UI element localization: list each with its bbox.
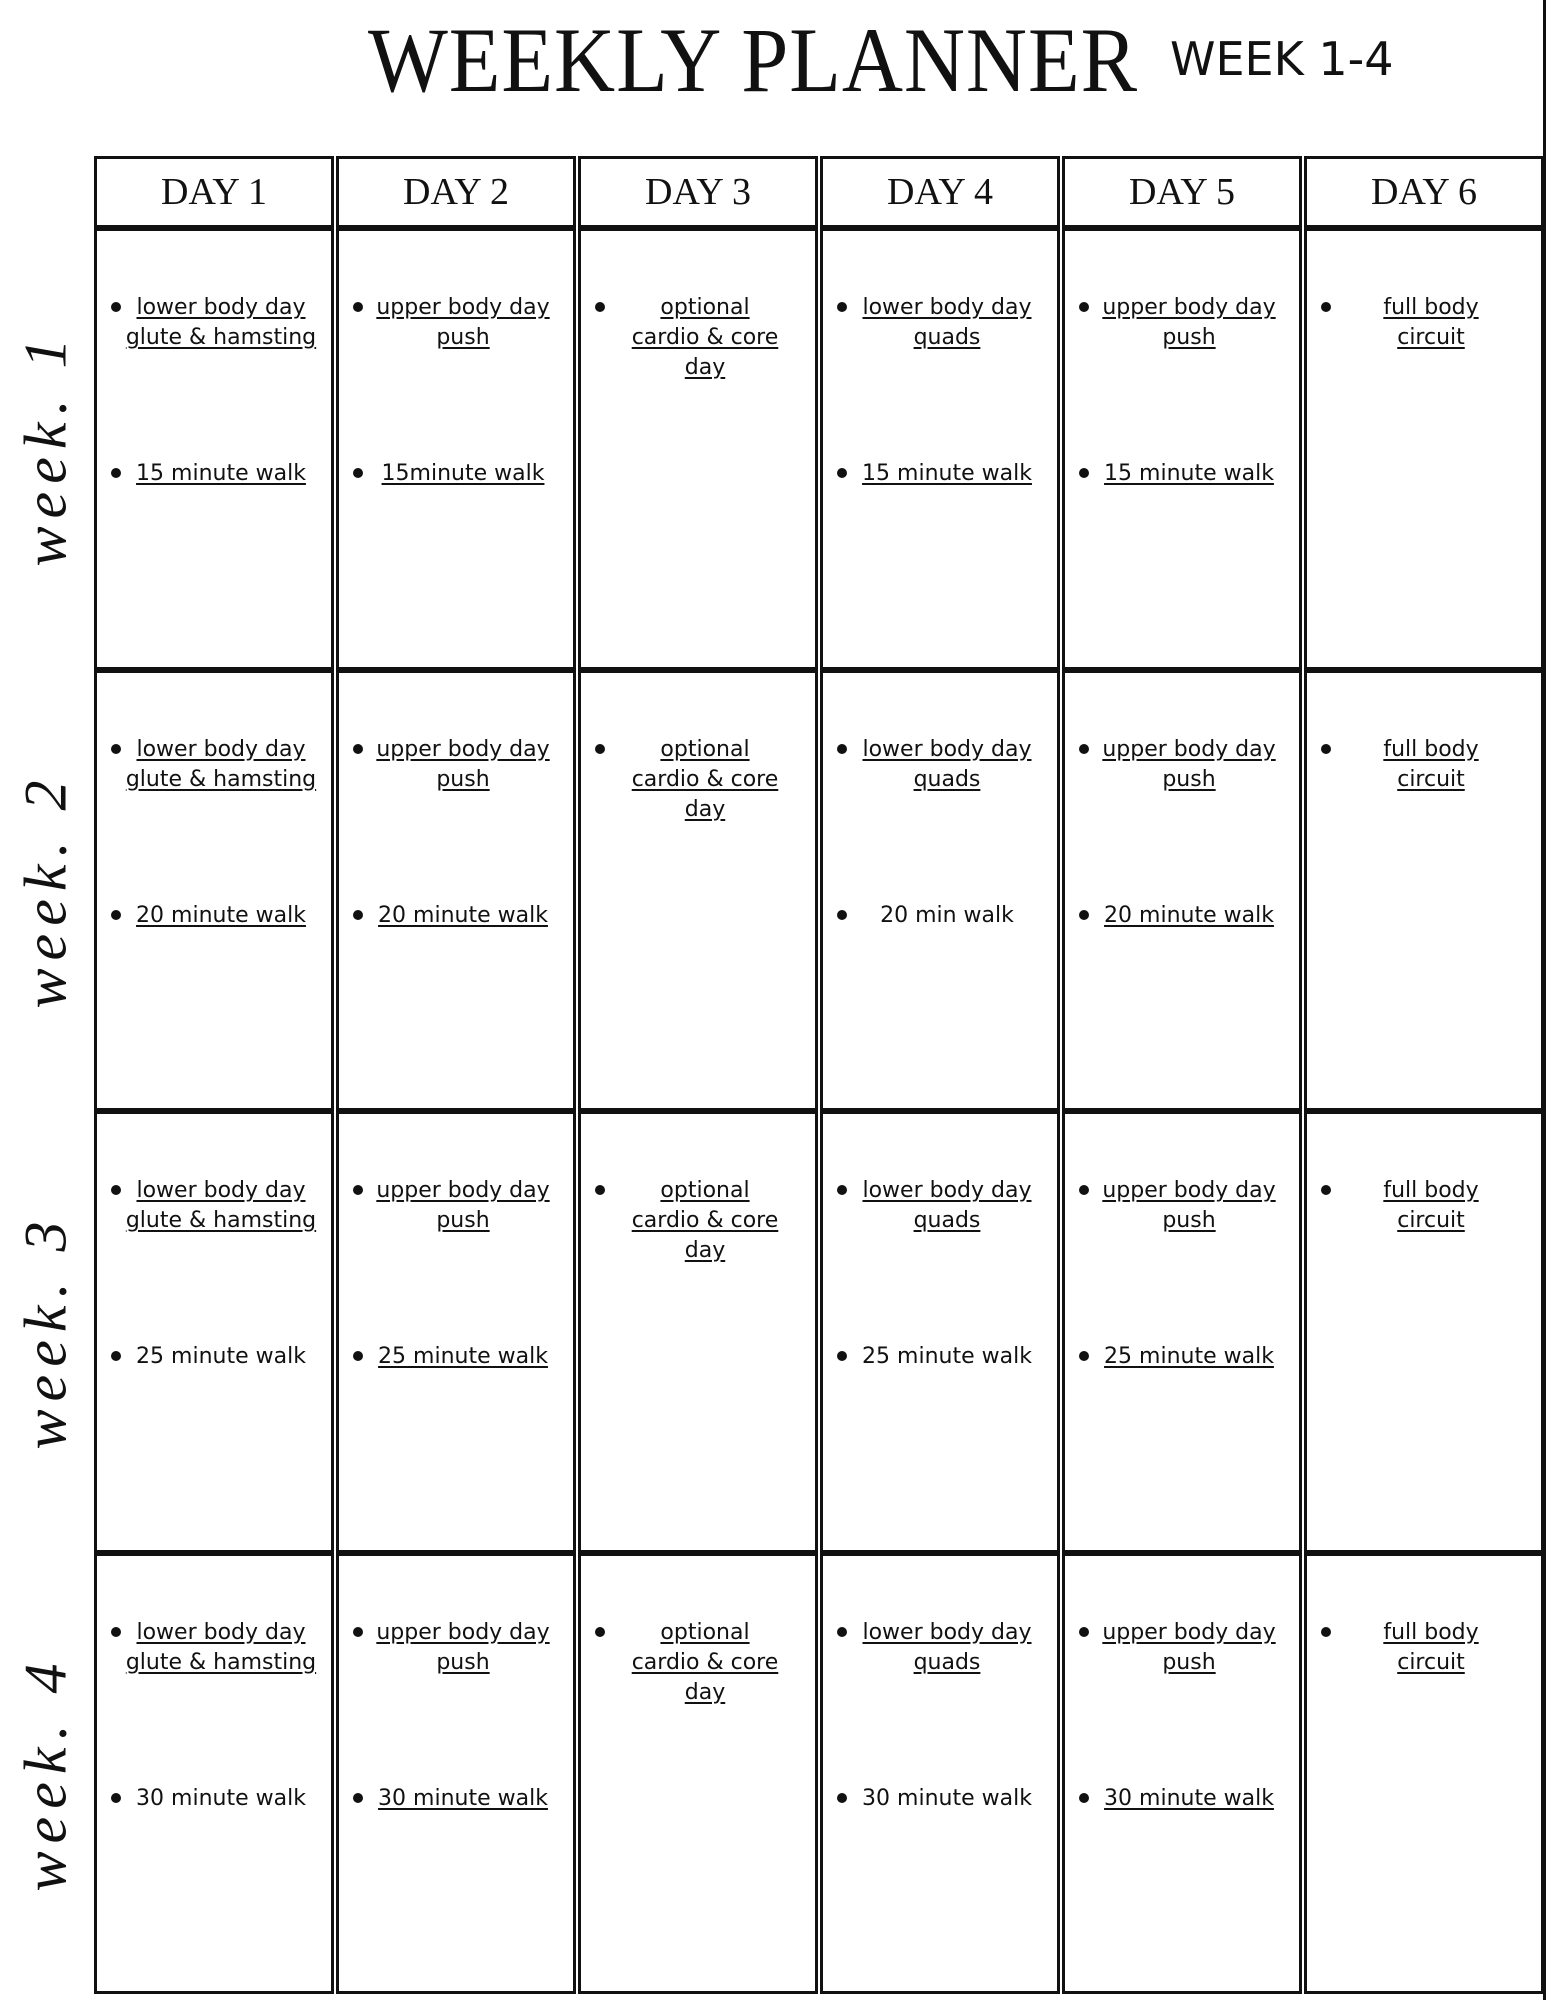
workout-item	[595, 293, 805, 383]
workout-item	[1321, 1618, 1531, 1678]
workout-item	[1321, 1176, 1531, 1236]
walk-item	[111, 1784, 321, 1814]
workout-text: upper body day push	[1102, 295, 1276, 350]
walk-text: 20 min walk	[880, 902, 1014, 928]
workout-item	[111, 735, 321, 795]
bullet-icon	[837, 1185, 847, 1195]
workout-text: upper body day push	[376, 736, 550, 792]
workout-text: lower body day quads	[862, 295, 1032, 350]
walk-item	[1079, 1342, 1289, 1372]
bullet-icon	[111, 1351, 121, 1361]
walk-text: 20 minute walk	[1104, 902, 1274, 928]
bullet-icon	[1079, 910, 1089, 920]
workout-text: optional cardio & core day	[631, 736, 779, 822]
bullet-icon	[595, 1185, 605, 1195]
workout-text: lower body day quads	[862, 736, 1032, 792]
bullet-icon	[1079, 1351, 1089, 1361]
workout-text: full body circuit	[1383, 295, 1479, 350]
walk-item	[111, 901, 321, 931]
workout-item	[595, 1618, 805, 1708]
week-label-4: week. 4	[12, 1655, 79, 1892]
bullet-icon	[353, 910, 363, 920]
walk-text: 25 minute walk	[1104, 1344, 1274, 1369]
walk-item	[1079, 1784, 1289, 1814]
bullet-icon	[1321, 744, 1331, 754]
planner-cell-week2-day1	[94, 670, 334, 1112]
walk-text: 20 minute walk	[136, 902, 306, 928]
walk-text: 30 minute walk	[1104, 1785, 1274, 1811]
bullet-icon	[837, 1351, 847, 1361]
workout-text: full body circuit	[1383, 1619, 1479, 1675]
workout-item	[1079, 1618, 1289, 1678]
bullet-icon	[1079, 744, 1089, 754]
workout-item	[353, 293, 563, 353]
bullet-icon	[1321, 302, 1331, 312]
planner-cell-week4-day3	[578, 1553, 818, 1995]
bullet-icon	[111, 1793, 121, 1803]
walk-item	[353, 1784, 563, 1814]
bullet-icon	[595, 744, 605, 754]
walk-text: 15 minute walk	[862, 461, 1032, 486]
workout-text: upper body day push	[376, 1178, 550, 1233]
workout-item	[1079, 293, 1289, 353]
planner-grid	[94, 156, 1546, 1994]
walk-text: 30 minute walk	[378, 1785, 548, 1811]
walk-text: 25 minute walk	[136, 1344, 306, 1369]
workout-text: optional cardio & core day	[631, 1178, 779, 1263]
walk-text: 30 minute walk	[862, 1785, 1032, 1811]
bullet-icon	[837, 1627, 847, 1637]
walk-item	[353, 1342, 563, 1372]
planner-cell-week1-day3	[578, 228, 818, 670]
bullet-icon	[111, 302, 121, 312]
day-header-2: DAY 2	[336, 156, 576, 228]
bullet-icon	[595, 1627, 605, 1637]
workout-item	[1079, 1176, 1289, 1236]
workout-item	[111, 1176, 321, 1236]
workout-item	[837, 293, 1047, 353]
workout-item	[837, 1618, 1047, 1678]
workout-text: lower body day quads	[862, 1619, 1032, 1675]
workout-text: upper body day push	[1102, 736, 1276, 792]
bullet-icon	[111, 1627, 121, 1637]
planner-cell-week2-day5	[1062, 670, 1302, 1112]
workout-item	[353, 1618, 563, 1678]
workout-text: lower body day glute & hamsting	[125, 1178, 317, 1233]
bullet-icon	[353, 1351, 363, 1361]
planner-cell-week1-day4	[820, 228, 1060, 670]
planner-cell-week3-day1	[94, 1111, 334, 1553]
walk-item	[111, 459, 321, 489]
planner-cell-week4-day2	[336, 1553, 576, 1995]
day-header-6: DAY 6	[1304, 156, 1544, 228]
page-title: WEEKLY PLANNER	[368, 9, 1138, 111]
bullet-icon	[1079, 302, 1089, 312]
walk-item	[837, 1342, 1047, 1372]
workout-text: lower body day glute & hamsting	[125, 1619, 317, 1675]
bullet-icon	[837, 468, 847, 478]
walk-text: 20 minute walk	[378, 902, 548, 928]
workout-text: optional cardio & core day	[631, 1619, 779, 1705]
bullet-icon	[837, 744, 847, 754]
bullet-icon	[353, 1185, 363, 1195]
workout-text: lower body day quads	[862, 1178, 1032, 1233]
bullet-icon	[1079, 1793, 1089, 1803]
bullet-icon	[1079, 468, 1089, 478]
day-header-3: DAY 3	[578, 156, 818, 228]
workout-item	[595, 1176, 805, 1266]
walk-text: 15 minute walk	[1104, 461, 1274, 486]
walk-item	[1079, 901, 1289, 931]
workout-item	[353, 735, 563, 795]
walk-text: 15 minute walk	[136, 461, 306, 486]
planner-cell-week3-day5	[1062, 1111, 1302, 1553]
workout-item	[111, 293, 321, 353]
bullet-icon	[111, 1185, 121, 1195]
workout-text: full body circuit	[1383, 1178, 1479, 1233]
planner-cell-week2-day6	[1304, 670, 1544, 1112]
walk-item	[837, 901, 1047, 931]
workout-item	[353, 1176, 563, 1236]
workout-text: full body circuit	[1383, 736, 1479, 792]
walk-text: 25 minute walk	[378, 1344, 548, 1369]
planner-cell-week4-day4	[820, 1553, 1060, 1995]
bullet-icon	[111, 744, 121, 754]
bullet-icon	[353, 1793, 363, 1803]
planner-cell-week3-day4	[820, 1111, 1060, 1553]
workout-text: upper body day push	[376, 295, 550, 350]
workout-text: optional cardio & core day	[631, 295, 779, 380]
workout-item	[1079, 735, 1289, 795]
walk-item	[353, 901, 563, 931]
workout-text: upper body day push	[1102, 1619, 1276, 1675]
planner-cell-week4-day5	[1062, 1553, 1302, 1995]
workout-text: upper body day push	[1102, 1178, 1276, 1233]
bullet-icon	[1321, 1627, 1331, 1637]
planner-cell-week3-day2	[336, 1111, 576, 1553]
planner-cell-week4-day1	[94, 1553, 334, 1995]
day-header-4: DAY 4	[820, 156, 1060, 228]
planner-cell-week3-day3	[578, 1111, 818, 1553]
walk-item	[837, 1784, 1047, 1814]
bullet-icon	[353, 1627, 363, 1637]
day-header-1: DAY 1	[94, 156, 334, 228]
bullet-icon	[595, 302, 605, 312]
bullet-icon	[353, 744, 363, 754]
planner-cell-week1-day2	[336, 228, 576, 670]
walk-item	[837, 459, 1047, 489]
workout-item	[595, 735, 805, 825]
workout-text: lower body day glute & hamsting	[125, 295, 317, 350]
walk-text: 15minute walk	[381, 461, 545, 486]
walk-item	[111, 1342, 321, 1372]
walk-text: 25 minute walk	[862, 1344, 1032, 1369]
planner-cell-week4-day6	[1304, 1553, 1544, 1995]
bullet-icon	[1321, 1185, 1331, 1195]
workout-item	[111, 1618, 321, 1678]
walk-item	[353, 459, 563, 489]
bullet-icon	[111, 468, 121, 478]
week-label-2: week. 2	[12, 772, 79, 1009]
workout-item	[1321, 735, 1531, 795]
bullet-icon	[1079, 1185, 1089, 1195]
bullet-icon	[353, 468, 363, 478]
planner-cell-week2-day3	[578, 670, 818, 1112]
bullet-icon	[837, 910, 847, 920]
week-label-3: week. 3	[12, 1213, 79, 1450]
bullet-icon	[837, 302, 847, 312]
planner-cell-week1-day6	[1304, 228, 1544, 670]
week-label-1: week. 1	[12, 330, 79, 567]
planner-cell-week2-day4	[820, 670, 1060, 1112]
bullet-icon	[1079, 1627, 1089, 1637]
planner-cell-week1-day1	[94, 228, 334, 670]
planner-cell-week1-day5	[1062, 228, 1302, 670]
workout-text: lower body day glute & hamsting	[125, 736, 317, 792]
workout-item	[837, 1176, 1047, 1236]
page-subtitle: WEEK 1-4	[1170, 32, 1394, 86]
planner-cell-week3-day6	[1304, 1111, 1544, 1553]
workout-item	[1321, 293, 1531, 353]
bullet-icon	[837, 1793, 847, 1803]
walk-text: 30 minute walk	[136, 1785, 306, 1811]
planner-cell-week2-day2	[336, 670, 576, 1112]
workout-text: upper body day push	[376, 1619, 550, 1675]
bullet-icon	[111, 910, 121, 920]
workout-item	[837, 735, 1047, 795]
day-header-5: DAY 5	[1062, 156, 1302, 228]
bullet-icon	[353, 302, 363, 312]
walk-item	[1079, 459, 1289, 489]
